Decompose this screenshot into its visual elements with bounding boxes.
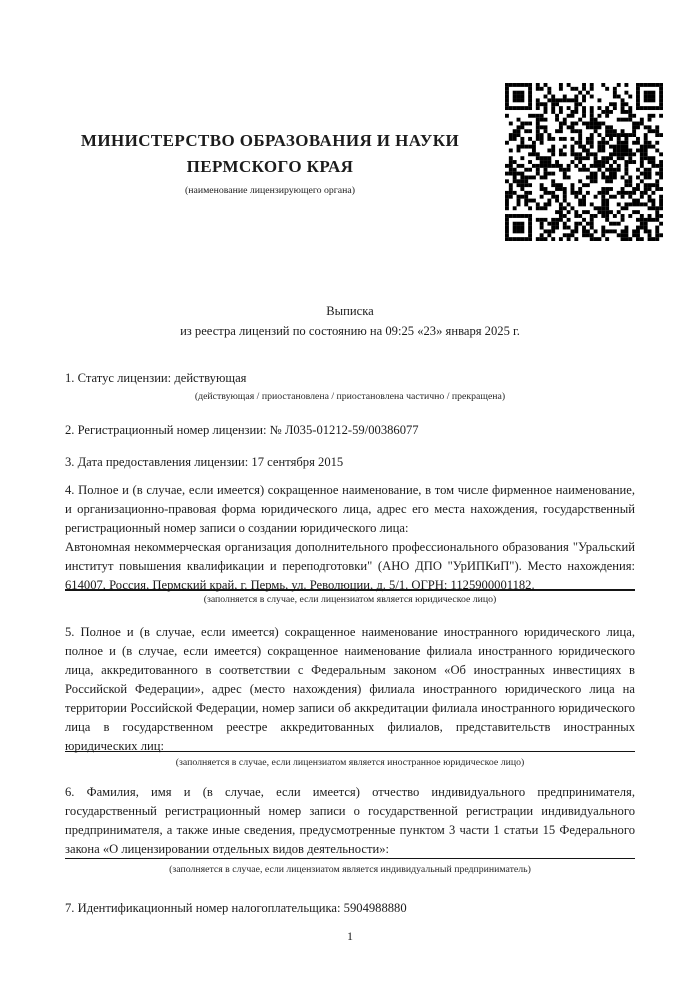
document-title-line2: из реестра лицензий по состоянию на 09:25 «23» января 2025 г. bbox=[180, 324, 520, 338]
authority-name-line2: ПЕРМСКОГО КРАЯ bbox=[186, 157, 354, 176]
item-5-label: 5. Полное и (в случае, если имеется) сокращенное наименование иностранного юридического лица, полное и (в случае, если имеется) сокращенное наименование филиала иностранного юридического лица, аккредитованного в соответствии с Федеральным законом «Об иностранных инвестициях в Российской Федерации», адрес (место нахождения) филиала иностранного юридического лица на территории Российской Федерации, номер записи об аккредитации филиала иностранного юридического лица в государственном реестре аккредитованных филиалов, представительств иностранных юридических лиц: bbox=[65, 625, 635, 753]
document-title-line1: Выписка bbox=[326, 304, 374, 318]
item-5-caption: (заполняется в случае, если лицензиатом является иностранное юридическое лицо) bbox=[175, 757, 525, 768]
item-6-label: 6. Фамилия, имя и (в случае, если имеется) отчество индивидуального предпринимателя, государственный регистрационный номер записи о государственной регистрации индивидуального предпринимателя, а также иные сведения, предусмотренные пунктом 3 части 1 статьи 15 Федерального закона «О лицензировании отдельных видов деятельности»: bbox=[65, 785, 635, 856]
item-1-caption: (действующая / приостановлена / приостановлена частично / прекращена) bbox=[194, 391, 506, 402]
item-1-status: 1. Статус лицензии: действующая bbox=[65, 371, 247, 385]
qr-code-icon bbox=[505, 83, 663, 241]
licensing-authority-header bbox=[55, 128, 485, 197]
item-4-caption: (заполняется в случае, если лицензиатом является юридическое лицо) bbox=[203, 594, 497, 605]
item-4-label: 4. Полное и (в случае, если имеется) сокращенное наименование, в том числе фирменное наименование, и организационно-правовая форма юридического лица, адрес его места нахождения, государственный регистрационный номер записи о создании юридического лица: bbox=[65, 483, 635, 535]
item-6-caption: (заполняется в случае, если лицензиатом является индивидуальный предприниматель) bbox=[169, 864, 531, 875]
document-title bbox=[65, 301, 635, 341]
item-3-grant-date: 3. Дата предоставления лицензии: 17 сентября 2015 bbox=[65, 455, 344, 469]
item-4-value: Автономная некоммерческая организация дополнительного профессионального образования "Уральский институт повышения квалификации и переподготовки" (АНО ДПО "УрИПКиП"). Место нахождения: 614007, Россия, Пермский край, г. Пермь, ул. Революции, д. 5/1. ОГРН: 1125900001182. bbox=[65, 540, 635, 592]
item-7-inn: 7. Идентификационный номер налогоплательщика: 5904988880 bbox=[65, 901, 407, 915]
item-4-field-rule bbox=[65, 589, 635, 591]
authority-name-line1: МИНИСТЕРСТВО ОБРАЗОВАНИЯ И НАУКИ bbox=[80, 131, 460, 150]
item-6-field-rule bbox=[65, 858, 635, 859]
authority-caption: (наименование лицензирующего органа) bbox=[184, 185, 355, 196]
item-2-registration-number: 2. Регистрационный номер лицензии: № Л035-01212-59/00386077 bbox=[65, 423, 419, 437]
item-5-field-rule bbox=[65, 751, 635, 752]
page-number: 1 bbox=[347, 929, 353, 943]
